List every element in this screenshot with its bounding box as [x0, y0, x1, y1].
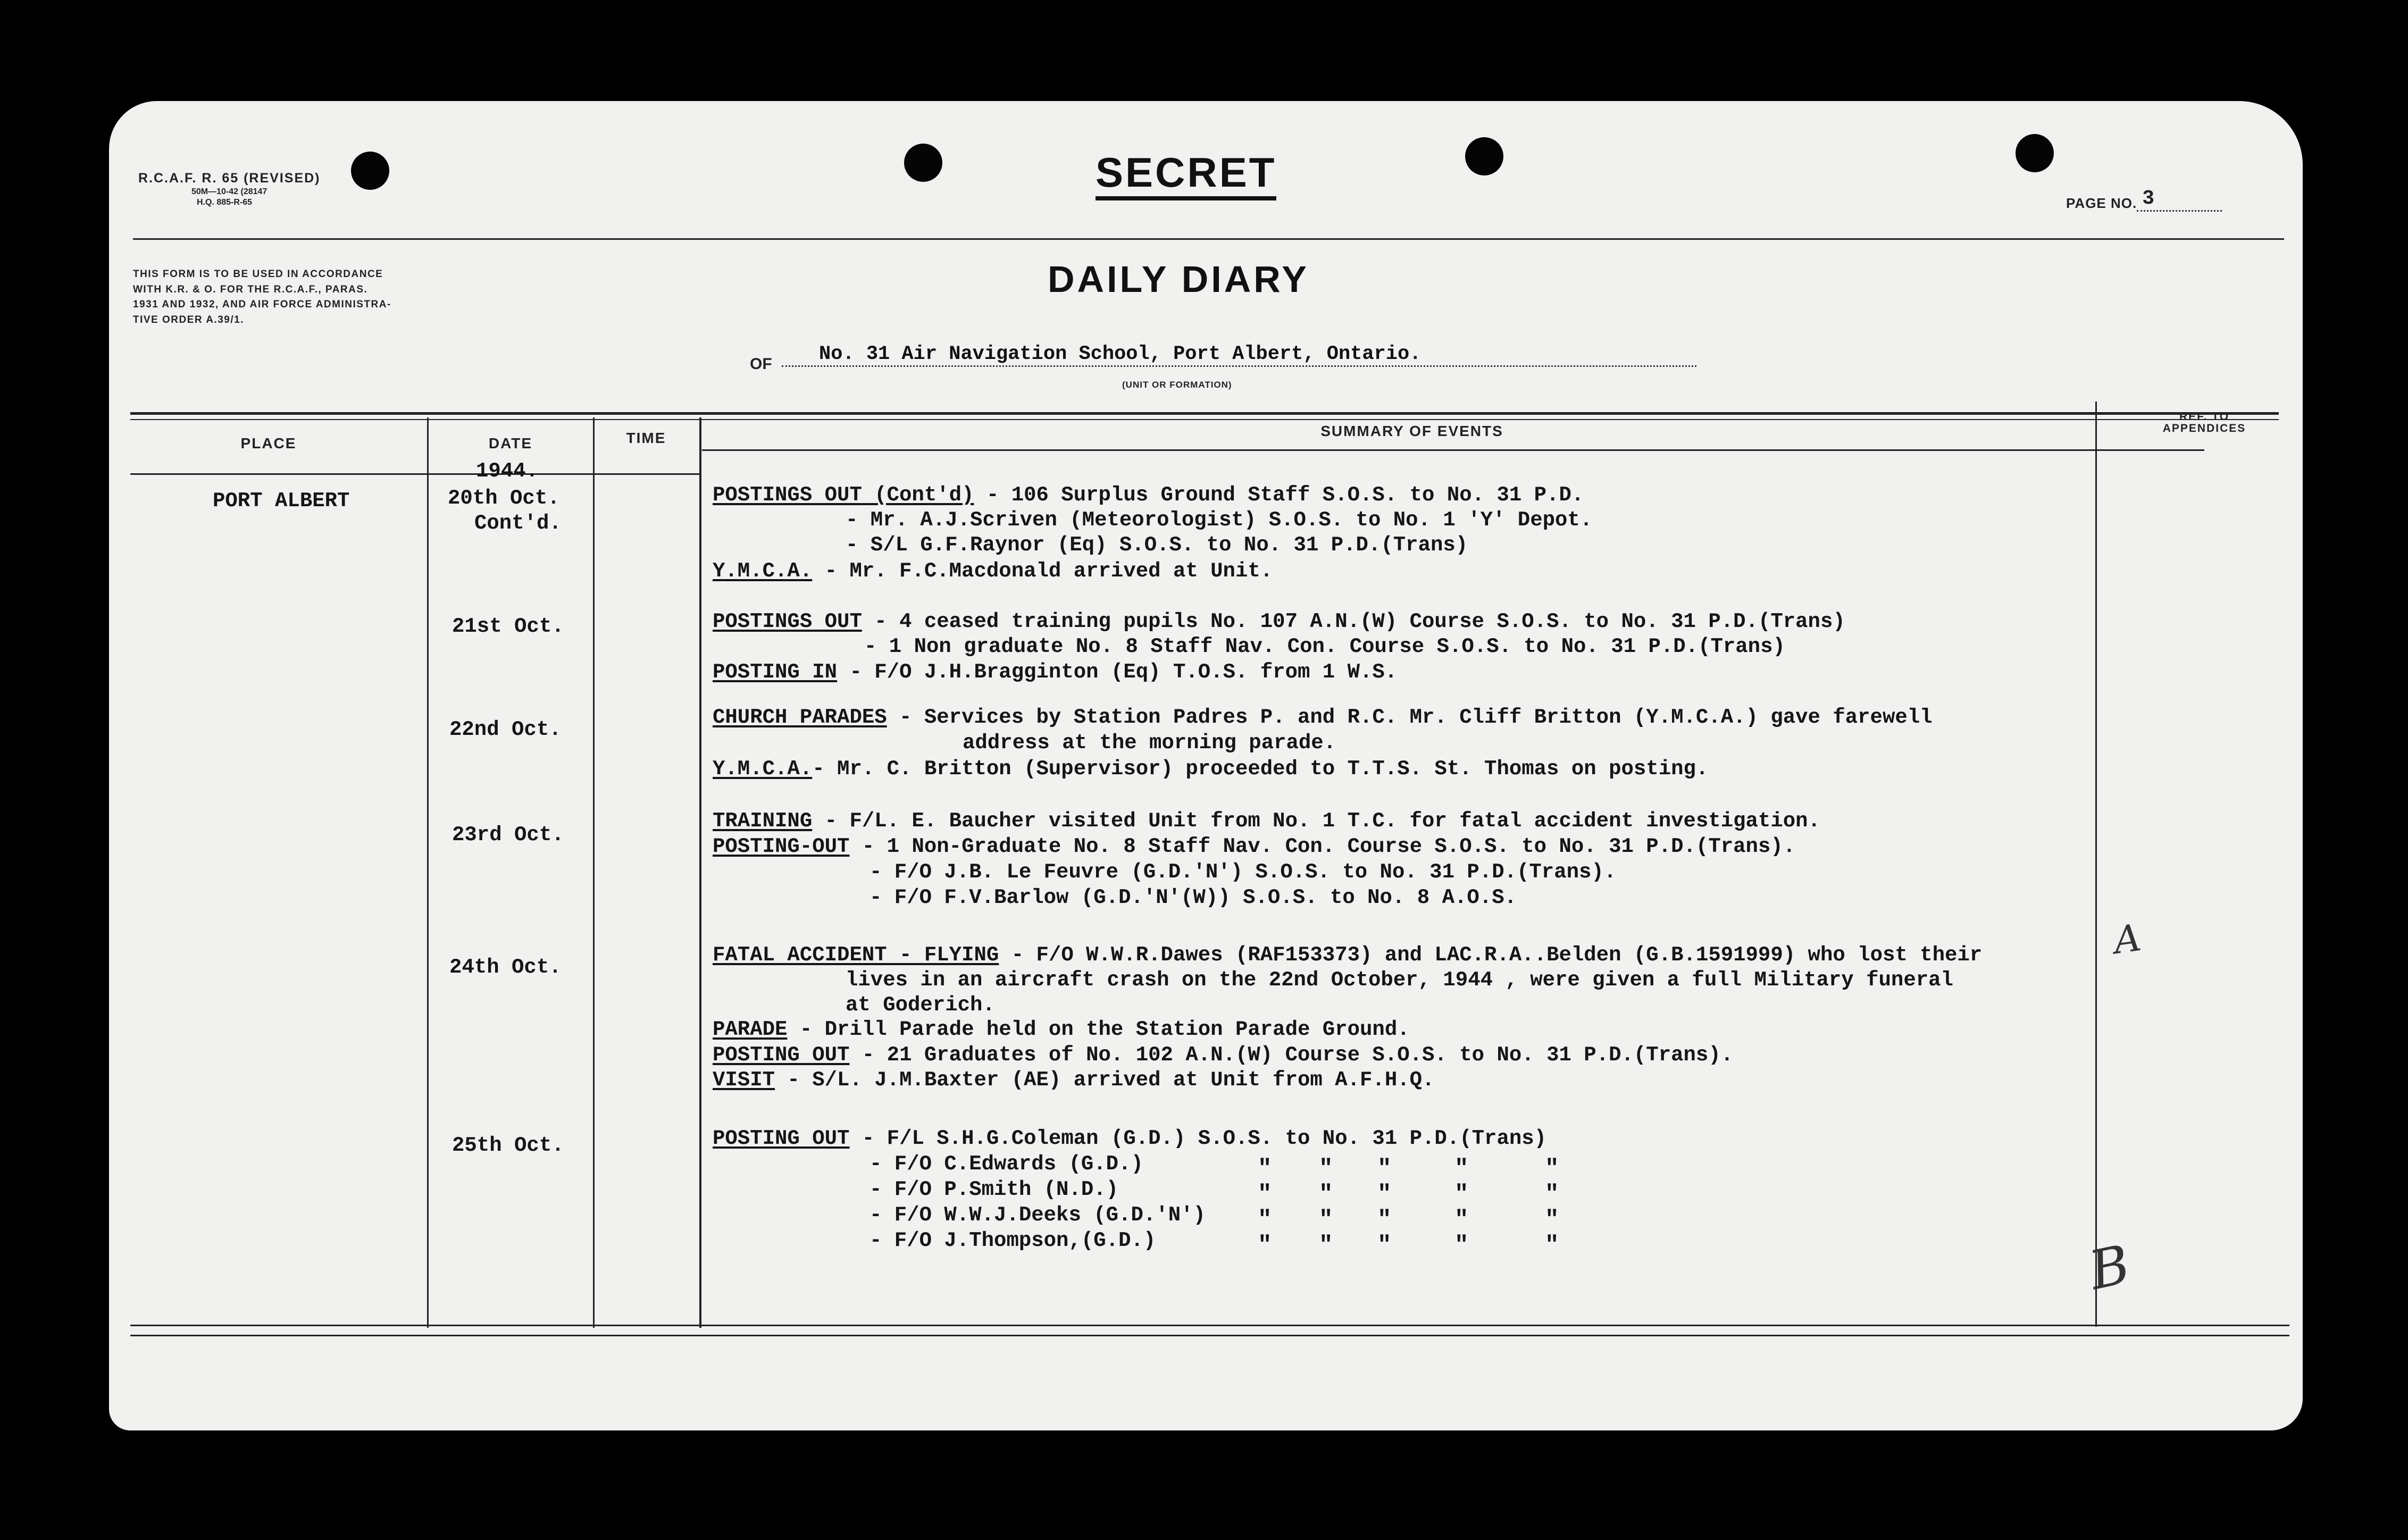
ditto-mark: " — [1454, 1156, 1469, 1182]
entry-heading: Y.M.C.A. — [713, 559, 813, 583]
entry-text: - S/L. J.M.Baxter (AE) arrived at Unit from A.F.H.Q. — [775, 1068, 1435, 1092]
ditto-mark: " — [1377, 1232, 1392, 1259]
table-bottom-rule — [130, 1325, 2289, 1326]
summary-line: - Mr. A.J.Scriven (Meteorologist) S.O.S. to No. 1 'Y' Depot. — [846, 508, 1593, 532]
ditto-mark: " — [1319, 1207, 1333, 1233]
form-note-line: THIS FORM IS TO BE USED IN ACCORDANCE — [133, 269, 383, 280]
entry-date-note: Cont'd. — [474, 512, 562, 535]
summary-line — [713, 612, 1845, 632]
summary-line — [713, 1019, 1410, 1040]
ditto-mark: " — [1258, 1181, 1272, 1208]
summary-line: lives in an aircraft crash on the 22nd October, 1944 , were given a full Military funeral — [846, 968, 1953, 992]
entry-date: 23rd Oct. — [452, 823, 564, 847]
summary-line: address at the morning parade. — [963, 731, 1336, 755]
unit-caption: (UNIT OR FORMATION) — [1122, 380, 1232, 390]
column-header-ref — [2125, 411, 2284, 434]
ditto-mark: " — [1319, 1181, 1333, 1208]
punch-hole — [1465, 137, 1503, 175]
form-id-line: 50M—10-42 (28147 — [191, 187, 267, 197]
header-divider — [133, 238, 2284, 240]
punch-hole — [2016, 134, 2054, 172]
form-identifier — [138, 170, 415, 208]
entry-text: - F/O W.W.R.Dawes (RAF153373) and LAC.R.A..Belden (G.B.1591999) who lost their — [999, 943, 1983, 967]
summary-line: - F/O F.V.Barlow (G.D.'N'(W)) S.O.S. to No. 8 A.O.S. — [869, 886, 1517, 909]
entry-date: 20th Oct. — [448, 487, 560, 510]
handwritten-mark: A — [2111, 915, 2144, 963]
entry-text: - Services by Station Padres P. and R.C. Mr. Cliff Britton (Y.M.C.A.) gave farewell — [887, 706, 1933, 729]
form-note-line: WITH K.R. & O. FOR THE R.C.A.F., PARAS. — [133, 283, 368, 295]
summary-line: - F/O W.W.J.Deeks (G.D.'N') — [869, 1203, 1206, 1227]
punch-hole — [904, 144, 942, 182]
entry-heading: Y.M.C.A. — [713, 757, 813, 781]
year-label: 1944. — [476, 459, 539, 483]
unit-name: No. 31 Air Navigation School, Port Albert, Ontario. — [782, 343, 1696, 367]
summary-line — [713, 1128, 1546, 1149]
handwritten-mark: B — [2084, 1233, 2135, 1302]
entry-heading: TRAINING — [713, 809, 813, 833]
summary-line: at Goderich. — [846, 993, 995, 1017]
entry-text: - 21 Graduates of No. 102 A.N.(W) Course S.O.S. to No. 31 P.D.(Trans). — [849, 1043, 1734, 1067]
summary-line: - F/O J.Thompson,(G.D.) — [869, 1229, 1156, 1252]
entry-text: - Mr. F.C.Macdonald arrived at Unit. — [812, 559, 1273, 583]
column-divider — [593, 417, 595, 1328]
summary-line — [713, 945, 1982, 966]
ditto-mark: " — [1545, 1156, 1559, 1182]
summary-line — [713, 1070, 1434, 1091]
column-divider — [699, 417, 701, 1328]
entry-text: - 106 Surplus Ground Staff S.O.S. to No. 31 P.D. — [974, 483, 1584, 507]
ditto-mark: " — [1258, 1207, 1272, 1233]
entry-heading: POSTINGS OUT — [713, 610, 862, 633]
summary-line: - 1 Non graduate No. 8 Staff Nav. Con. Course S.O.S. to No. 31 P.D.(Trans) — [864, 635, 1785, 658]
entry-heading: VISIT — [713, 1068, 775, 1092]
ditto-mark: " — [1377, 1156, 1392, 1182]
entry-text: - 1 Non-Graduate No. 8 Staff Nav. Con. Course S.O.S. to No. 31 P.D.(Trans). — [849, 835, 1796, 858]
table-bottom-rule — [130, 1335, 2289, 1336]
column-header-date: DATE — [488, 435, 533, 451]
entry-heading: POSTING IN — [713, 660, 838, 684]
ditto-mark: " — [1454, 1207, 1469, 1233]
entry-text: - F/L. E. Baucher visited Unit from No. 1 T.C. for fatal accident investigation. — [812, 809, 1820, 833]
summary-line: - F/O J.B. Le Feuvre (G.D.'N') S.O.S. to No. 31 P.D.(Trans). — [869, 860, 1617, 884]
entry-heading: CHURCH PARADES — [713, 706, 887, 729]
summary-line — [713, 485, 1584, 506]
entry-text: - F/L S.H.G.Coleman (G.D.) S.O.S. to No. 31 P.D.(Trans) — [849, 1127, 1547, 1150]
table-top-rule — [130, 412, 2279, 415]
ditto-mark: " — [1545, 1181, 1559, 1208]
entry-date: 21st Oct. — [452, 615, 564, 638]
summary-line — [713, 707, 1933, 728]
summary-line — [713, 836, 1795, 857]
entry-text: - Drill Parade held on the Station Parade Ground. — [787, 1018, 1410, 1041]
entry-heading: PARADE — [713, 1018, 788, 1041]
entry-heading: POSTING OUT — [713, 1127, 850, 1150]
table-top-rule — [130, 419, 2279, 420]
entry-text: - Mr. C. Britton (Supervisor) proceeded to T.T.S. St. Thomas on posting. — [812, 757, 1709, 781]
entry-heading: FATAL ACCIDENT - FLYING — [713, 943, 999, 967]
ditto-mark: " — [1258, 1232, 1272, 1259]
ditto-mark: " — [1377, 1181, 1392, 1208]
entry-text: - F/O J.H.Bragginton (Eq) T.O.S. from 1 W.S. — [837, 660, 1398, 684]
column-header-summary: SUMMARY OF EVENTS — [1320, 423, 1503, 439]
ditto-mark: " — [1454, 1181, 1469, 1208]
of-label: OF — [750, 355, 772, 373]
column-header-time: TIME — [626, 430, 666, 446]
summary-line — [713, 561, 1273, 582]
ditto-mark: " — [1545, 1207, 1559, 1233]
entry-date: 24th Oct. — [449, 956, 562, 979]
ditto-mark: " — [1377, 1207, 1392, 1233]
form-note-line: 1931 AND 1932, AND AIR FORCE ADMINISTRA- — [133, 299, 391, 310]
column-divider — [2095, 401, 2097, 1327]
ref-header-line: APPENDICES — [2162, 422, 2246, 435]
entry-heading: POSTINGS OUT (Cont'd) — [713, 483, 974, 507]
summary-line — [713, 662, 1397, 683]
ditto-mark: " — [1319, 1156, 1333, 1182]
document-title: DAILY DIARY — [1048, 258, 1309, 300]
form-id-line: R.C.A.F. R. 65 (REVISED) — [138, 171, 321, 186]
entry-heading: POSTING OUT — [713, 1043, 850, 1067]
ditto-mark: " — [1545, 1232, 1559, 1259]
summary-line: - F/O P.Smith (N.D.) — [869, 1178, 1119, 1201]
page-number-field — [2066, 187, 2222, 212]
entry-heading: POSTING-OUT — [713, 835, 850, 858]
ditto-mark: " — [1454, 1232, 1469, 1259]
page-number-label: PAGE NO. — [2066, 195, 2137, 211]
column-header-place: PLACE — [240, 435, 297, 451]
form-note-line: TIVE ORDER A.39/1. — [133, 314, 244, 325]
ref-header-line: REF. TO — [2179, 411, 2230, 423]
summary-line — [713, 1045, 1733, 1066]
place-cell: PORT ALBERT — [213, 489, 350, 513]
page-number-value: 3 — [2137, 187, 2222, 212]
column-divider — [427, 417, 429, 1328]
summary-line: - F/O C.Edwards (G.D.) — [869, 1152, 1143, 1176]
summary-line — [713, 811, 1820, 832]
diary-sheet — [109, 101, 2303, 1430]
header-bottom-rule — [130, 473, 699, 475]
summary-line: - S/L G.F.Raynor (Eq) S.O.S. to No. 31 P.D.(Trans) — [846, 533, 1468, 557]
classification-stamp: SECRET — [1096, 152, 1276, 200]
ditto-mark: " — [1319, 1232, 1333, 1259]
entry-date: 25th Oct. — [452, 1134, 564, 1157]
form-id-line: H.Q. 885-R-65 — [197, 198, 253, 207]
form-usage-note — [133, 267, 558, 328]
entry-date: 22nd Oct. — [449, 718, 562, 741]
entry-text: - 4 ceased training pupils No. 107 A.N.(W) Course S.O.S. to No. 31 P.D.(Trans) — [862, 610, 1845, 633]
ditto-mark: " — [1258, 1156, 1272, 1182]
summary-header-rule — [702, 449, 2204, 451]
summary-line — [713, 759, 1708, 780]
